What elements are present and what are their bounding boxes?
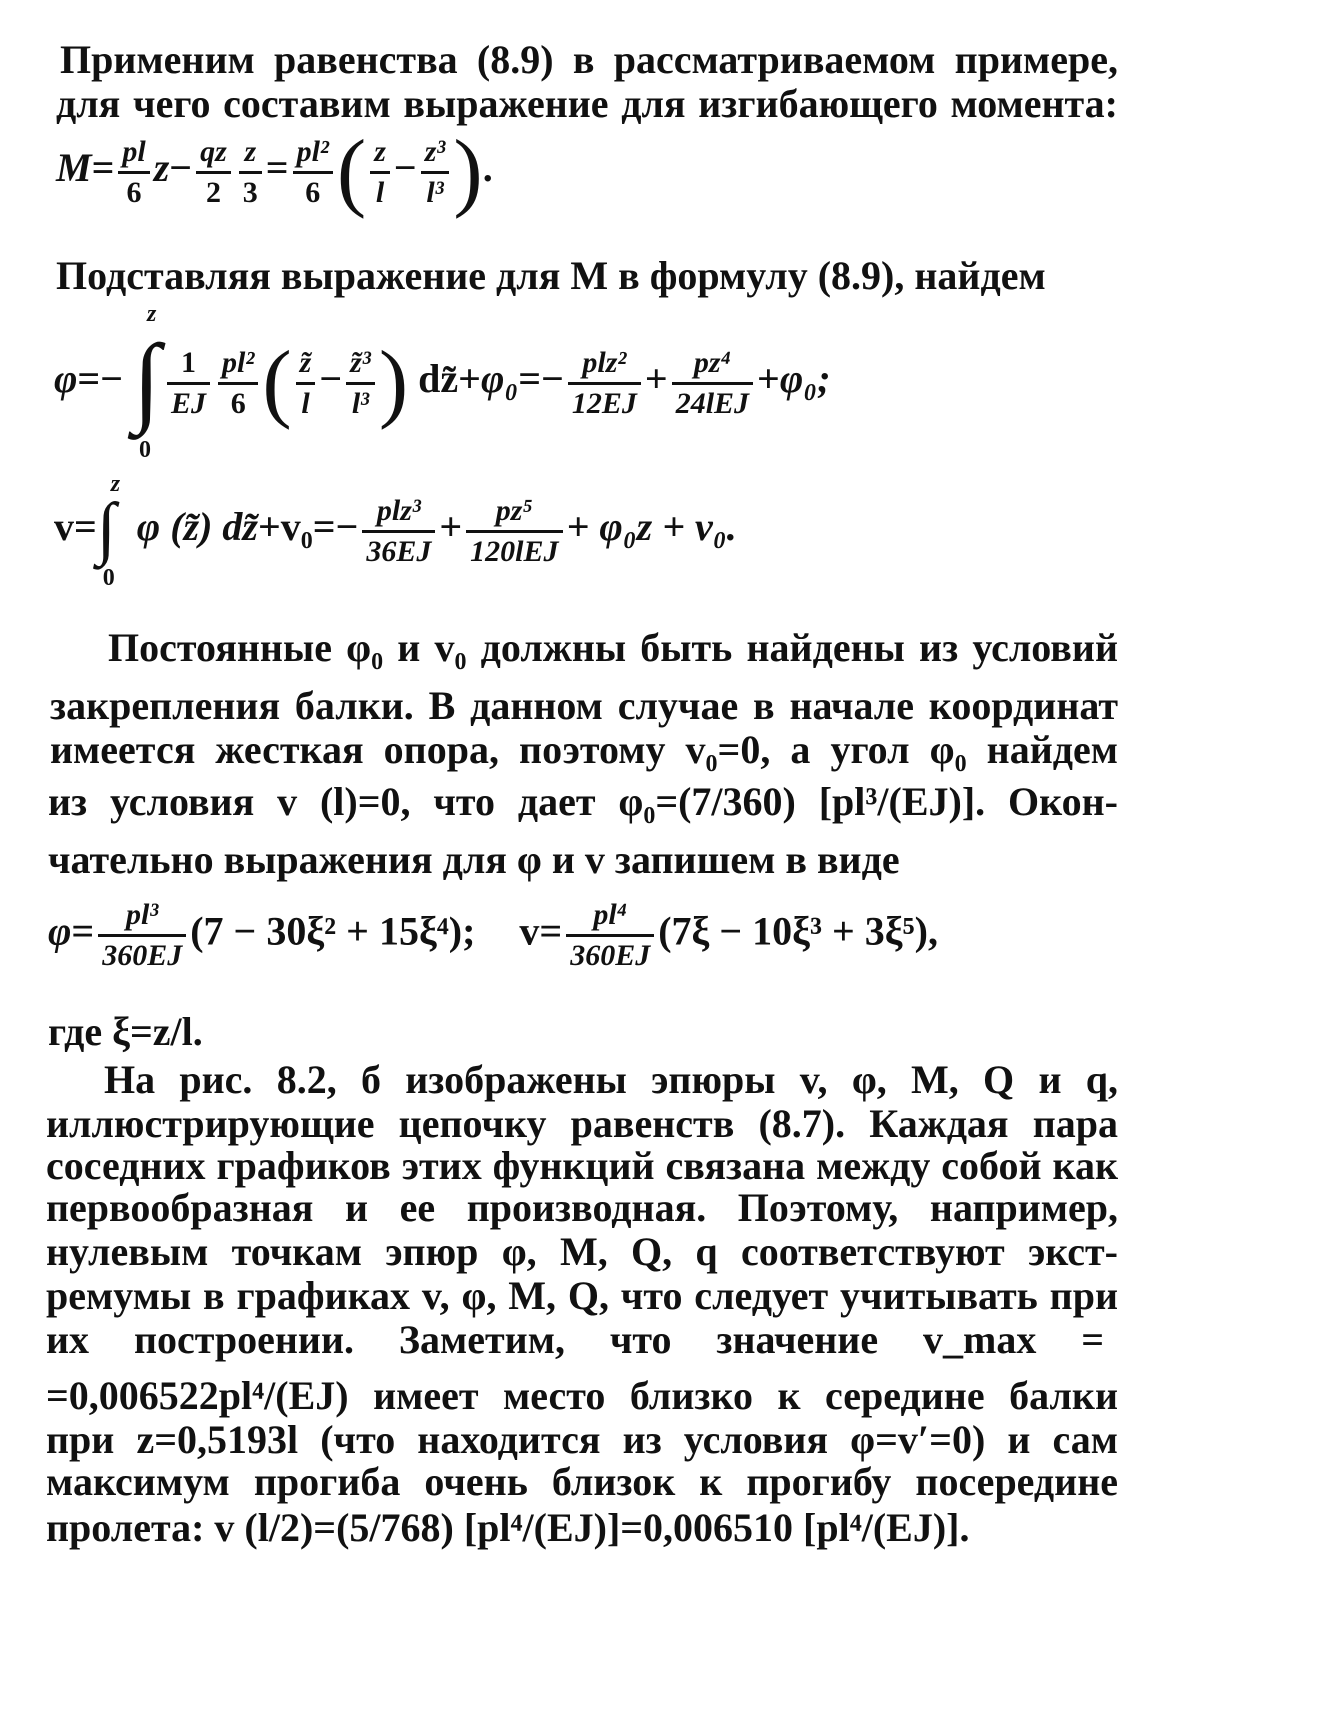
eq2-minus: − — [319, 356, 343, 402]
eq1-frac-3 — [239, 134, 262, 209]
eq3-tail: + φ₀z + v₀. — [566, 504, 737, 550]
eq2-frac-1 — [167, 345, 210, 420]
eq3-f2-num: pz⁵ — [466, 496, 562, 533]
eq3-f1-num: plz³ — [362, 496, 435, 533]
eq4-f1-den: 360EJ — [102, 939, 183, 972]
text-line-4: Постоянные φ₀ и v₀ должны быть найдены из условий — [108, 625, 1118, 670]
eq2-int-lo: 0 — [139, 437, 151, 463]
text-line-13: первообразная и ее производная. Поэтому, например, — [46, 1185, 1118, 1230]
eq2-f1-den: EJ — [171, 386, 207, 420]
eq2-f2-num: pl² — [218, 348, 258, 385]
eq1-f5-den: l — [375, 175, 385, 209]
eq2-frac-2 — [218, 345, 258, 420]
eq2-rparen: ) — [378, 334, 409, 431]
eq2-lhs: φ — [54, 356, 78, 402]
equation-moment — [56, 123, 493, 220]
eq1-f3-den: 3 — [242, 175, 258, 209]
eq1-t1: z — [153, 145, 170, 191]
equation-v — [54, 471, 737, 591]
text-line-15: ремумы в графиках v, φ, M, Q, что следует учитывать при — [46, 1273, 1118, 1318]
eq2-f5-num: plz² — [568, 348, 641, 385]
eq1-f1-den: 6 — [126, 175, 142, 209]
eq2-f5-den: 12EJ — [571, 386, 637, 420]
eq1-eq: = — [91, 145, 115, 191]
eq4-f2-den: 360EJ — [570, 939, 651, 972]
eq2-lparen: ( — [262, 334, 292, 431]
text-line-11: иллюстрирующие цепочку равенств (8.7). Каждая пара — [46, 1101, 1118, 1146]
eq3-body: φ (z̃) dz̃ — [136, 504, 258, 550]
eq1-frac-6 — [421, 134, 450, 209]
eq3-neg: − — [335, 504, 359, 550]
text-line-12: соседних графиков этих функций связана между собой как — [46, 1143, 1118, 1188]
eq2-neg2: − — [541, 356, 564, 402]
eq1-f2-num: qz — [196, 137, 231, 174]
eq3-frac-2 — [466, 493, 562, 568]
eq2-f4-num: z̃³ — [346, 348, 375, 385]
eq1-lparen: ( — [336, 123, 367, 220]
eq1-rparen: ) — [453, 123, 483, 220]
eq2-frac-6 — [672, 345, 753, 420]
eq2-frac-4 — [346, 345, 375, 420]
eq1-end: . — [482, 145, 493, 191]
integral-sign-2: ∫ z 0 — [96, 471, 121, 591]
eq2-dz: dz̃ — [418, 356, 459, 402]
eq3-eq2: = — [312, 504, 336, 550]
eq3-plus: + — [257, 504, 281, 550]
equation-final — [48, 900, 938, 971]
eq1-f2-den: 2 — [205, 175, 221, 209]
text-line-18: при z=0,5193l (что находится из условия φ=v′=0) и сам — [46, 1417, 1118, 1462]
text-line-19: максимум прогиба очень близок к прогибу посередине — [46, 1459, 1118, 1504]
eq1-f4-num: pl² — [293, 137, 333, 174]
eq2-plus: + — [458, 356, 481, 402]
text-line-17: =0,006522pl⁴/(EJ) имеет место близко к середине балки — [46, 1373, 1118, 1418]
eq4-eq: = — [71, 908, 95, 954]
eq4-eq2: = — [539, 908, 563, 954]
eq2-phi0b: φ₀; — [779, 356, 831, 402]
eq2-int-up: z — [147, 301, 157, 327]
eq1-f3-num: z — [239, 137, 262, 174]
text-line-14: нулевым точкам эпюр φ, M, Q, q соответствуют экст- — [46, 1229, 1118, 1274]
eq1-frac-1 — [118, 134, 149, 209]
eq2-f2-den: 6 — [230, 386, 246, 420]
eq2-f3-den: l — [301, 386, 310, 420]
eq2-f3-num: z̃ — [296, 348, 316, 385]
eq3-f2-den: 120lEJ — [470, 534, 559, 568]
eq1-eq2: = — [265, 145, 289, 191]
text-line-7: из условия v (l)=0, что дает φ₀=(7/360) [pl³/(EJ)]. Окон- — [48, 779, 1118, 824]
eq1-f5-num: z — [370, 137, 390, 174]
eq2-plus2: + — [644, 356, 668, 402]
eq1-frac-2 — [196, 134, 231, 209]
text-line-10: На рис. 8.2, б изображены эпюры v, φ, M, Q и q, — [104, 1057, 1118, 1102]
eq3-plus2: + — [439, 504, 463, 550]
text-line-8: чательно выражения для φ и v запишем в виде — [48, 837, 900, 882]
eq2-frac-5 — [568, 345, 641, 420]
text-line-16: их построении. Заметим, что значение v_max = — [46, 1317, 1104, 1362]
eq2-phi0: φ₀ — [480, 356, 519, 402]
eq3-lhs: v — [54, 504, 74, 550]
eq3-f1-den: 36EJ — [366, 534, 432, 568]
eq1-f6-den: l³ — [426, 175, 444, 209]
equation-phi — [54, 301, 831, 463]
text-line-5: закрепления балки. В данном случае в начале координат — [50, 683, 1118, 728]
text-line-20: пролета: v (l/2)=(5/768) [pl⁴/(EJ)]=0,006510 [pl⁴/(EJ)]. — [46, 1505, 970, 1550]
text-line-2: для чего составим выражение для изгибающего момента: — [56, 81, 1118, 126]
eq1-f4-den: 6 — [305, 175, 321, 209]
eq1-f6-num: z³ — [421, 137, 450, 174]
eq2-frac-3 — [296, 345, 316, 420]
eq3-v0: v₀ — [280, 504, 313, 550]
eq2-plus3: + — [757, 356, 780, 402]
eq2-eq2: = — [518, 356, 542, 402]
eq4-f2-num: pl⁴ — [566, 900, 654, 937]
eq1-frac-5 — [370, 134, 390, 209]
eq2-f1-num: 1 — [167, 348, 210, 385]
eq4-f1-num: pl³ — [98, 900, 186, 937]
eq2-f6-den: 24lEJ — [675, 386, 750, 420]
text-line-1: Применим равенства (8.9) в рассматриваемом примере, — [60, 37, 1118, 82]
text-line-6: имеется жесткая опора, поэтому v₀=0, а угол φ₀ найдем — [50, 727, 1118, 772]
eq3-int-up: z — [110, 471, 121, 497]
eq3-frac-1 — [362, 493, 435, 568]
text-line-9: где ξ=z/l. — [48, 1009, 203, 1054]
eq1-frac-4 — [293, 134, 333, 209]
eq2-eq: = — [77, 356, 101, 402]
eq4-frac-2 — [566, 900, 654, 971]
eq1-minus: − — [169, 145, 193, 191]
eq1-f1-num: pl — [118, 137, 149, 174]
eq4-v: v — [519, 908, 540, 954]
eq4-body-2: (7ξ − 10ξ³ + 3ξ⁵), — [658, 908, 938, 954]
eq2-neg: − — [100, 356, 123, 402]
text-line-3: Подставляя выражение для M в формулу (8.9), найдем — [56, 253, 1046, 298]
eq2-f6-num: pz⁴ — [672, 348, 753, 385]
eq2-f4-den: l³ — [351, 386, 370, 420]
eq1-lhs: M — [56, 145, 92, 191]
integral-sign: ∫ z 0 — [133, 301, 161, 463]
eq4-frac-1 — [98, 900, 186, 971]
eq3-eq: = — [74, 504, 97, 550]
eq4-body-1: (7 − 30ξ² + 15ξ⁴); — [190, 908, 476, 954]
eq1-minus-2: − — [393, 145, 417, 191]
eq4-phi: φ — [48, 908, 72, 954]
eq3-int-lo: 0 — [102, 565, 115, 591]
